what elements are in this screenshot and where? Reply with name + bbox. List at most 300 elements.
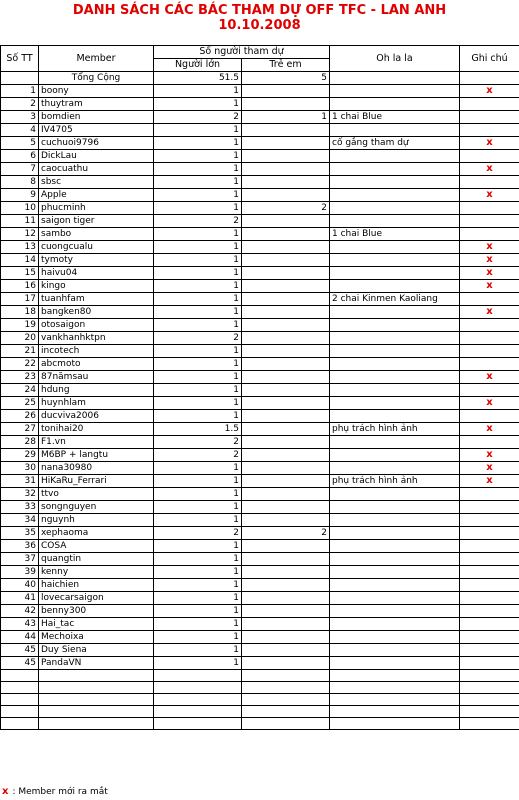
row-ghichu — [460, 449, 519, 462]
table-row — [1, 228, 519, 241]
row-adults: 2 — [154, 215, 242, 228]
row-adults: 1 — [154, 657, 242, 670]
row-stt: 23 — [1, 371, 39, 384]
row-ghichu — [460, 631, 519, 644]
empty-cell — [1, 694, 39, 706]
row-ghichu — [460, 579, 519, 592]
row-stt: 5 — [1, 137, 39, 150]
row-member: PandaVN — [39, 657, 154, 670]
row-note — [330, 436, 460, 449]
row-adults: 1 — [154, 475, 242, 488]
row-kids — [242, 488, 330, 501]
row-member: lovecarsaigon — [39, 592, 154, 605]
row-adults: 1 — [154, 592, 242, 605]
row-note: 1 chai Blue — [330, 228, 460, 241]
row-kids — [242, 501, 330, 514]
empty-cell — [154, 694, 242, 706]
row-adults: 1 — [154, 176, 242, 189]
row-stt: 35 — [1, 527, 39, 540]
header-adults: Người lớn — [154, 59, 242, 72]
legend-text: : Member mới ra mắt — [12, 787, 108, 797]
empty-cell — [39, 682, 154, 694]
row-adults: 1 — [154, 605, 242, 618]
row-note — [330, 631, 460, 644]
row-note — [330, 85, 460, 98]
row-ghichu — [460, 215, 519, 228]
new-member-mark: x — [486, 280, 493, 291]
table-row — [1, 501, 519, 514]
row-note — [330, 202, 460, 215]
row-stt: 20 — [1, 332, 39, 345]
row-kids — [242, 514, 330, 527]
row-ghichu — [460, 397, 519, 410]
sheet-date: 10.10.2008 — [218, 18, 301, 33]
row-kids — [242, 566, 330, 579]
empty-cell — [242, 694, 330, 706]
row-stt: 8 — [1, 176, 39, 189]
row-kids — [242, 163, 330, 176]
row-ghichu — [460, 189, 519, 202]
row-adults: 1 — [154, 202, 242, 215]
row-member: tymoty — [39, 254, 154, 267]
row-ghichu — [460, 436, 519, 449]
row-stt: 32 — [1, 488, 39, 501]
table-row — [1, 137, 519, 150]
row-stt: 25 — [1, 397, 39, 410]
empty-cell — [460, 706, 519, 718]
row-note — [330, 566, 460, 579]
header-ohlala: Oh la la — [330, 46, 460, 72]
row-adults: 1 — [154, 345, 242, 358]
new-member-mark: x — [486, 462, 493, 473]
row-member: M6BP + langtu — [39, 449, 154, 462]
row-note — [330, 501, 460, 514]
table-row — [1, 111, 519, 124]
row-note — [330, 644, 460, 657]
row-kids: 1 — [242, 111, 330, 124]
row-kids — [242, 605, 330, 618]
row-ghichu — [460, 111, 519, 124]
row-note — [330, 605, 460, 618]
legend-x-mark: x — [2, 786, 9, 797]
row-stt: 13 — [1, 241, 39, 254]
row-stt: 22 — [1, 358, 39, 371]
row-adults: 1 — [154, 98, 242, 111]
row-stt: 3 — [1, 111, 39, 124]
row-stt: 15 — [1, 267, 39, 280]
row-stt: 27 — [1, 423, 39, 436]
row-kids — [242, 228, 330, 241]
table-row — [1, 150, 519, 163]
empty-cell — [460, 694, 519, 706]
row-note — [330, 553, 460, 566]
row-stt: 19 — [1, 319, 39, 332]
row-member: caocuathu — [39, 163, 154, 176]
row-note: 1 chai Blue — [330, 111, 460, 124]
empty-cell — [330, 718, 460, 730]
row-kids — [242, 85, 330, 98]
row-note — [330, 124, 460, 137]
row-member: tuanhfam — [39, 293, 154, 306]
row-adults: 1 — [154, 384, 242, 397]
row-note — [330, 462, 460, 475]
row-note: phụ trách hình ảnh — [330, 475, 460, 488]
row-note — [330, 358, 460, 371]
row-kids — [242, 319, 330, 332]
row-member: IV4705 — [39, 124, 154, 137]
table-row — [1, 553, 519, 566]
row-note — [330, 163, 460, 176]
row-adults: 1 — [154, 137, 242, 150]
row-stt: 4 — [1, 124, 39, 137]
table-row — [1, 280, 519, 293]
row-kids — [242, 280, 330, 293]
row-note — [330, 449, 460, 462]
row-kids — [242, 150, 330, 163]
row-adults: 1 — [154, 319, 242, 332]
row-note — [330, 319, 460, 332]
row-adults: 1 — [154, 228, 242, 241]
row-ghichu — [460, 371, 519, 384]
row-note: cố gắng tham dự — [330, 137, 460, 150]
table-row — [1, 631, 519, 644]
row-stt: 34 — [1, 514, 39, 527]
row-ghichu — [460, 319, 519, 332]
row-ghichu — [460, 241, 519, 254]
empty-cell — [154, 718, 242, 730]
row-member: Hai_tac — [39, 618, 154, 631]
row-kids — [242, 124, 330, 137]
row-kids — [242, 241, 330, 254]
row-ghichu — [460, 176, 519, 189]
table-row — [1, 332, 519, 345]
table-row — [1, 202, 519, 215]
row-note — [330, 150, 460, 163]
empty-cell — [242, 682, 330, 694]
row-note — [330, 98, 460, 111]
row-member: thuytram — [39, 98, 154, 111]
row-member: HiKaRu_Ferrari — [39, 475, 154, 488]
row-ghichu — [460, 618, 519, 631]
row-kids — [242, 215, 330, 228]
row-adults: 1 — [154, 488, 242, 501]
row-note — [330, 592, 460, 605]
row-member: tonihai20 — [39, 423, 154, 436]
row-kids: 2 — [242, 202, 330, 215]
empty-cell — [39, 706, 154, 718]
row-adults: 1 — [154, 306, 242, 319]
new-member-mark: x — [486, 241, 493, 252]
empty-cell — [330, 706, 460, 718]
row-stt: 33 — [1, 501, 39, 514]
row-adults: 1 — [154, 189, 242, 202]
total-kids: 5 — [242, 72, 330, 85]
row-member: incotech — [39, 345, 154, 358]
row-kids — [242, 176, 330, 189]
row-stt: 17 — [1, 293, 39, 306]
row-adults: 1 — [154, 241, 242, 254]
row-member: cuongcualu — [39, 241, 154, 254]
row-stt: 12 — [1, 228, 39, 241]
table-row — [1, 306, 519, 319]
row-stt: 9 — [1, 189, 39, 202]
empty-cell — [154, 682, 242, 694]
sheet-title: DANH SÁCH CÁC BÁC THAM DỰ OFF TFC - LAN ANH — [72, 3, 447, 18]
table-row — [1, 618, 519, 631]
table-row — [1, 124, 519, 137]
new-member-mark: x — [486, 267, 493, 278]
row-ghichu — [460, 527, 519, 540]
table-row — [1, 644, 519, 657]
table-row — [1, 215, 519, 228]
row-adults: 1 — [154, 553, 242, 566]
row-note — [330, 488, 460, 501]
row-member: 87nămsau — [39, 371, 154, 384]
row-adults: 1 — [154, 150, 242, 163]
row-note — [330, 306, 460, 319]
empty-cell — [39, 718, 154, 730]
table-row — [1, 657, 519, 670]
row-note: 2 chai Kinmen Kaoliang — [330, 293, 460, 306]
row-ghichu — [460, 280, 519, 293]
empty-cell — [460, 718, 519, 730]
table-row — [1, 267, 519, 280]
row-ghichu — [460, 98, 519, 111]
row-member: sambo — [39, 228, 154, 241]
row-adults: 1 — [154, 540, 242, 553]
table-row — [1, 358, 519, 371]
row-member: boony — [39, 85, 154, 98]
row-kids — [242, 137, 330, 150]
row-kids — [242, 462, 330, 475]
row-adults: 1 — [154, 397, 242, 410]
row-member: nguynh — [39, 514, 154, 527]
row-note — [330, 397, 460, 410]
row-stt: 40 — [1, 579, 39, 592]
row-adults: 1 — [154, 293, 242, 306]
empty-cell — [460, 670, 519, 682]
empty-row — [1, 706, 519, 718]
table-row — [1, 254, 519, 267]
row-stt: 16 — [1, 280, 39, 293]
row-stt: 30 — [1, 462, 39, 475]
row-stt: 7 — [1, 163, 39, 176]
row-member: cuchuoi9796 — [39, 137, 154, 150]
new-member-mark: x — [486, 449, 493, 460]
row-note — [330, 215, 460, 228]
row-kids — [242, 254, 330, 267]
row-ghichu — [460, 657, 519, 670]
empty-cell — [330, 670, 460, 682]
row-adults: 1 — [154, 514, 242, 527]
row-member: songnguyen — [39, 501, 154, 514]
row-adults: 1 — [154, 644, 242, 657]
row-stt: 21 — [1, 345, 39, 358]
table-row — [1, 566, 519, 579]
row-note — [330, 241, 460, 254]
new-member-mark: x — [486, 85, 493, 96]
row-note — [330, 189, 460, 202]
row-adults: 1 — [154, 163, 242, 176]
row-note — [330, 332, 460, 345]
row-member: F1.vn — [39, 436, 154, 449]
row-adults: 1 — [154, 618, 242, 631]
row-note — [330, 527, 460, 540]
new-member-mark: x — [486, 306, 493, 317]
total-adults: 51.5 — [154, 72, 242, 85]
row-adults: 1 — [154, 124, 242, 137]
new-member-mark: x — [486, 371, 493, 382]
row-kids — [242, 657, 330, 670]
row-stt: 29 — [1, 449, 39, 462]
empty-row — [1, 718, 519, 730]
row-adults: 1 — [154, 410, 242, 423]
row-stt: 39 — [1, 566, 39, 579]
empty-row — [1, 694, 519, 706]
row-member: bangken80 — [39, 306, 154, 319]
empty-cell — [330, 682, 460, 694]
row-note — [330, 280, 460, 293]
row-ghichu — [460, 540, 519, 553]
row-adults: 1.5 — [154, 423, 242, 436]
row-kids — [242, 631, 330, 644]
row-stt: 36 — [1, 540, 39, 553]
table-row — [1, 241, 519, 254]
empty-cell — [1, 706, 39, 718]
row-kids — [242, 579, 330, 592]
attendance-table — [0, 45, 519, 730]
row-kids — [242, 384, 330, 397]
row-kids — [242, 436, 330, 449]
row-kids — [242, 397, 330, 410]
header-ghichu: Ghi chú — [460, 46, 519, 72]
row-ghichu — [460, 566, 519, 579]
row-ghichu — [460, 501, 519, 514]
row-note — [330, 657, 460, 670]
header-attendees: Số người tham dự — [154, 46, 330, 59]
empty-cell — [1, 718, 39, 730]
row-stt: 14 — [1, 254, 39, 267]
table-row — [1, 176, 519, 189]
row-ghichu — [460, 514, 519, 527]
row-stt: 18 — [1, 306, 39, 319]
table-row — [1, 488, 519, 501]
row-ghichu — [460, 345, 519, 358]
table-row — [1, 85, 519, 98]
empty-row — [1, 682, 519, 694]
table-row — [1, 579, 519, 592]
row-ghichu — [460, 254, 519, 267]
row-ghichu — [460, 267, 519, 280]
row-note — [330, 254, 460, 267]
row-ghichu — [460, 150, 519, 163]
row-member: COSA — [39, 540, 154, 553]
empty-cell — [460, 682, 519, 694]
empty-row — [1, 670, 519, 682]
row-ghichu — [460, 605, 519, 618]
table-row — [1, 605, 519, 618]
row-kids — [242, 293, 330, 306]
row-stt: 44 — [1, 631, 39, 644]
row-note — [330, 579, 460, 592]
row-adults: 2 — [154, 527, 242, 540]
row-adults: 1 — [154, 501, 242, 514]
header-stt: Số TT — [1, 46, 39, 72]
table-row — [1, 98, 519, 111]
row-adults: 1 — [154, 85, 242, 98]
row-ghichu — [460, 124, 519, 137]
row-member: hdung — [39, 384, 154, 397]
row-adults: 1 — [154, 371, 242, 384]
row-ghichu — [460, 228, 519, 241]
row-member: Mechoixa — [39, 631, 154, 644]
row-kids — [242, 618, 330, 631]
row-note — [330, 514, 460, 527]
empty-cell — [154, 706, 242, 718]
row-ghichu — [460, 358, 519, 371]
row-stt: 6 — [1, 150, 39, 163]
row-note — [330, 618, 460, 631]
header-row-1 — [1, 46, 519, 59]
table-row — [1, 384, 519, 397]
row-member: haivu04 — [39, 267, 154, 280]
row-stt: 11 — [1, 215, 39, 228]
row-member: DickLau — [39, 150, 154, 163]
row-stt: 37 — [1, 553, 39, 566]
row-ghichu — [460, 163, 519, 176]
table-row — [1, 475, 519, 488]
row-ghichu — [460, 332, 519, 345]
row-member: xephaoma — [39, 527, 154, 540]
row-ghichu — [460, 462, 519, 475]
row-kids — [242, 332, 330, 345]
new-member-mark: x — [486, 137, 493, 148]
row-kids — [242, 592, 330, 605]
row-adults: 1 — [154, 267, 242, 280]
row-stt: 24 — [1, 384, 39, 397]
row-kids — [242, 410, 330, 423]
table-row — [1, 514, 519, 527]
row-stt: 45 — [1, 644, 39, 657]
table-row — [1, 293, 519, 306]
row-kids — [242, 475, 330, 488]
total-row — [1, 72, 519, 85]
table-row — [1, 436, 519, 449]
row-stt: 28 — [1, 436, 39, 449]
row-member: huynhlam — [39, 397, 154, 410]
row-kids — [242, 98, 330, 111]
row-adults: 2 — [154, 449, 242, 462]
row-ghichu — [460, 553, 519, 566]
row-adults: 1 — [154, 566, 242, 579]
row-adults: 2 — [154, 111, 242, 124]
row-note — [330, 540, 460, 553]
empty-cell — [242, 706, 330, 718]
table-row — [1, 540, 519, 553]
row-note — [330, 384, 460, 397]
empty-cell — [39, 694, 154, 706]
row-ghichu — [460, 202, 519, 215]
row-stt: 42 — [1, 605, 39, 618]
legend — [2, 786, 108, 798]
row-adults: 2 — [154, 332, 242, 345]
row-member: Apple — [39, 189, 154, 202]
row-member: phucminh — [39, 202, 154, 215]
table-row — [1, 527, 519, 540]
row-note — [330, 345, 460, 358]
new-member-mark: x — [486, 423, 493, 434]
row-note — [330, 176, 460, 189]
